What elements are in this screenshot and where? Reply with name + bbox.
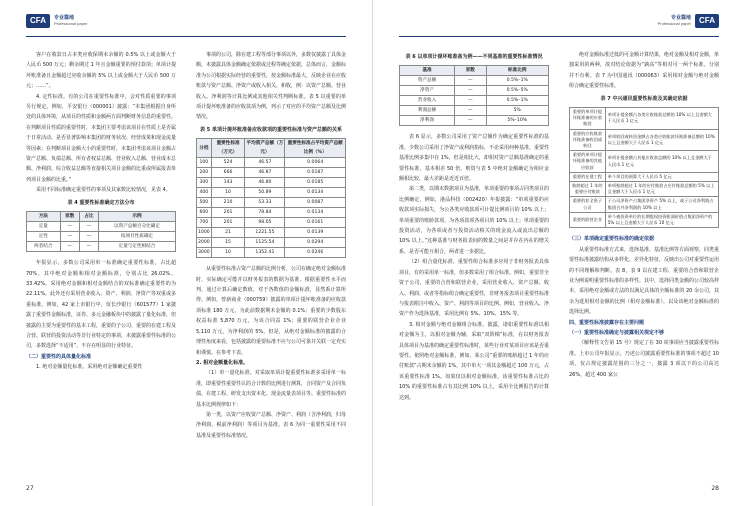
table-row [570, 129, 719, 151]
table-row [197, 248, 346, 258]
table-cell: 700 [197, 218, 212, 228]
table-row [400, 96, 549, 106]
paragraph: 表 6 显示，多数公司采用了资产总额作为确定重要性标准的基准，少数公司采用了净资产或利润指标，不论采用何种基准，重要性基准比例多集中在 1%，但是相比大，却相对资产总额基准确定的重要性标准，基本相差 50 倍，则资与表 5 中绝对金额确定为相应金额相比较，最大差距是近近百倍。 [399, 134, 549, 183]
table-7-caption: 表 7 中兴通讯重要性标准及其确定依据 [600, 95, 688, 102]
page-number-right: 28 [711, 485, 719, 492]
header-title-en: Professional paper [54, 21, 88, 26]
table-cell: — [455, 96, 486, 106]
table-row [570, 212, 719, 227]
table-row [570, 151, 719, 173]
paragraph: （1）单一量化标准。对采取单项计提重要性标准多采用单一标准，即重要性重要性认的合计数的比例进行测算，合同资产及合同负债、在建工程、研发支出资本化、现金流量表项目等。重要性标准的基本比例规律如下： [196, 370, 346, 408]
table-header: 家数 [455, 66, 486, 76]
table-cell: 2000 [197, 238, 212, 248]
table-header: 分档 [197, 139, 212, 158]
table-cell: 201 [211, 208, 245, 218]
table-cell: 300 [197, 178, 212, 188]
paragraph: 第二类，以期末数据项目为基准，单项重要的事项占同类项目的比例确定，例如，港品科技（002420）年报披露：“单项重要的应收款项实际损失，为公各类应收款项可计提比例项目的 10% 以上；单项重要的账龄款项，为各项款项各项目的 10% 以上；单项重要的投资活动，为各项或者与投资活动相关的现金流入或流出总额的 10% 以上。”这种基准与财务报表间的数量之间是并存在内在的增关系，是否可能互相合，两者进一步据比。 [399, 186, 549, 255]
table-cell: 重要的单项计提坏账准备的应收账款 [570, 108, 606, 130]
table-cell: 定量与定性相结合 [99, 242, 176, 252]
table-cell: 重要的单项计提坏账准备的其他应收款 [570, 151, 606, 173]
table-5 [196, 138, 346, 258]
table-row [570, 108, 719, 130]
table-row [400, 116, 549, 126]
section-heading: （二）重要性的具体量化标准 [26, 353, 92, 360]
table-cell: 46.80 [245, 178, 285, 188]
table-cell: 0.0134 [285, 208, 346, 218]
paragraph: （2）组合量化标准。重要性组合标准多应用于非财务报表具体项目，有的采用单一标准，但多数采用了组合标准。例如，重要非全资子公司，重要的合营和联营企业，采用营业收入、资产总额、收入、利润、或者等指标组合确定重要性，非财务报表项目重要性标准与报表附注中收入、资产、利润等项目的比例。例如，营业收入、净资产作为选择基准，采用比例有 5%、10%、15% 等。 [399, 259, 549, 318]
table-cell: — [60, 242, 79, 252]
table-cell: 143 [211, 178, 245, 188]
table-7 [569, 107, 719, 228]
cfa-logo: CFA [26, 14, 50, 28]
left-column-2 [196, 50, 346, 480]
table-cell: 1000 [197, 228, 212, 238]
table-cell: 两者结合 [27, 242, 61, 252]
table-cell: 524 [211, 158, 245, 168]
paragraph: 第一类，以资产应收资产总额、净资产、利润（含净利润，归母净利润、税前净利润）等项目为基准。表 6 为同一重要性采用不同基准及重要性标准情况。 [196, 411, 346, 439]
paragraph: 采用不同标准确定重要性的事项及其家数比较情况，见表 4。 [36, 187, 171, 194]
table-cell: 0.5%–1% [486, 96, 549, 106]
table-cell: 以资产总额百分比确定 [99, 222, 176, 232]
table-header: 方法 [27, 212, 61, 222]
table-cell: 单项计提金额占其他应收款总额的 10% 以上且金额大于人民币 1 亿元 [605, 151, 718, 173]
table-cell: 定性 [27, 232, 61, 242]
section-heading: （一）重要性标准确定与披露相关规定不够 [569, 329, 665, 336]
table-cell: 3000 [197, 248, 212, 258]
paragraph: 从重要性标准方式来，选择基准、基准比例等方面观察，同类重要性标准披露结构从多样化，差异化特征，反映出公司对重要性运用的不同理解和判断。表 8，表 9 以在建工程、重要的合营和联营企业为例说明重要性标准的多样性。其中，选择同类金额的公司较高样本，采用绝对金额或方法的以满足具体的全额标准的 20 余公司，其余为选用相对金额的比例（相对金额标准），以及该绝对金额标准的选择比例。 [569, 246, 719, 316]
table-cell: 0.0087 [285, 198, 346, 208]
right-column-1 [399, 50, 549, 480]
table-row [197, 168, 346, 178]
table-row [197, 228, 346, 238]
table-cell: 重要的应收账款坏账准备收回或转回 [570, 129, 606, 151]
table-cell: 重要的联营企业 [570, 212, 606, 227]
table-cell: 46.57 [245, 158, 285, 168]
table-cell: 53.33 [245, 198, 285, 208]
table-row [27, 232, 176, 242]
table-row [27, 242, 176, 252]
table-cell: 1221.55 [245, 228, 285, 238]
table-cell: 重要的在建工程 [570, 172, 606, 181]
paragraph: 《解释性文告第 15 号》规定了在 30 项事项应当披露重要性标准。上市公司年报显示，乃述公司披露重要性标准的事项不超过 10 项，仅占规定披露范围的三分之一，披露 3 项以下的公司高达 26%，超过 400 家公 [569, 340, 719, 378]
table-cell: 重要的非全资子公司 [570, 197, 606, 212]
paragraph: 年报显示，多数公司采用单一标准确定重要性标准，占比超 70%，其中绝对金额和相对金额标准，分别占比 26.02%、33.42%。采用绝对金额和相对金额结合的双标准确定重要性的为 22.11%。此外还有采用营业收入、资产、利润、净资产等双重或多重标准。例如，42 家上市银行中，仅长沙银行（601577）1 家披露了重要性金额标准，证券、多元金融板块中的披露了量化标准，但披露的主要为重要性的基本工程，重要的子公司、重要的在建工程及合营、联营的投资活动等非行业特定的事项，未披露重要性标准的公司，多数选择“不适用”，不存在明显的行业特征。 [26, 260, 176, 350]
table-6 [399, 65, 549, 126]
table-header: 占比 [79, 212, 98, 222]
table-cell: 子公司净资产占集团净资产 5% 以上，或子公司净利润占集团合并净利润的 10% 以上 [605, 197, 718, 212]
table-cell: 666 [211, 168, 245, 178]
table-cell: 0.0246 [285, 248, 346, 258]
table-cell: 0.5%–1% [486, 76, 549, 86]
table-row [400, 106, 549, 116]
table-cell: 单个被投资单位的长期股权投资账面价值占集团净资产的 5% 以上且金额大于人民币 10 亿元 [605, 212, 718, 227]
right-column-2 [569, 50, 719, 480]
table-cell: — [455, 106, 486, 116]
table-cell: 46.87 [245, 168, 285, 178]
left-page-header [26, 14, 346, 32]
table-row [570, 197, 719, 212]
table-cell: 资产总额 [400, 76, 455, 86]
paragraph: 客户在收款日占本类应收保期末余额的 0.5% 以上或金额大于人民币 500 万元；剩余期过 1 年且金额重要的预付款项；单项计提坏账准备且金额超过应收余额的 5% 以上或金额大于人民币 500 万元；……”。 [26, 52, 176, 90]
table-cell: 78.84 [245, 208, 285, 218]
table-cell: 1352.41 [245, 248, 285, 258]
table-cell: 5% [486, 106, 549, 116]
section-heading: （三）单项确定重要性标准的确定依据 [569, 236, 655, 243]
table-cell: 5%–10% [486, 116, 549, 126]
table-cell: — [60, 232, 79, 242]
table-header: 平均资产总额（万元） [245, 139, 285, 158]
table-row [197, 198, 346, 208]
table-cell: 0.5%–5% [486, 86, 549, 96]
table-cell: 100 [197, 158, 212, 168]
table-cell: — [455, 76, 486, 86]
table-row [570, 182, 719, 197]
table-cell: 单个项目的预算大于人民币 5 亿元 [605, 172, 718, 181]
table-cell: 账龄超过 1 年的重要应付账款 [570, 182, 606, 197]
table-cell: 10 [211, 188, 245, 198]
table-cell: 营业收入 [400, 96, 455, 106]
table-cell: 0.0294 [285, 238, 346, 248]
right-page-header [399, 14, 719, 32]
table-row [27, 222, 176, 232]
table-cell: 净利润 [400, 116, 455, 126]
table-cell: 1125.54 [245, 238, 285, 248]
table-cell: — [79, 232, 98, 242]
left-page [0, 0, 372, 506]
header-rule [399, 36, 719, 37]
table-row [197, 188, 346, 198]
table-header: 标准比例 [486, 66, 549, 76]
paragraph: 1. 绝对金额量化标准。采用绝对金额确定重要性 [36, 364, 143, 371]
table-cell: — [455, 86, 486, 96]
table-cell: 600 [197, 208, 212, 218]
header-rule [26, 36, 346, 37]
table-row [400, 86, 549, 96]
table-cell: — [79, 242, 98, 252]
header-title-cn: 专业篇地 [670, 15, 691, 21]
paragraph: 4. 定性标准。有的公司在重要性标准中，会对性质重要的事项另行规定。例如，平安银行（000001）披露：“本集团根据自身所处的具体环境，从项目的性质和金额两方面判断财务信息的重要性。在判断项目性质的重要性时，本集团主要考虑该项目在性质上是否属于日常活动、是否显著影响本集团的财务状况、经营成果和现金流量等因素；在判断项目金额大小的重要性时，本集团考虑该项目金额占资产总额、负债总额、所有者权益总额、营业收入总额、营业成本总额、净利润、综合收益总额等直接相关项目金额的比重或所属报表单列项目金额的比重。” [26, 93, 176, 183]
table-5-caption: 表 5 单项计提坏账准备应收款项的重要性标准与资产总额的关系 [200, 126, 342, 133]
right-page [373, 0, 745, 506]
table-4 [26, 211, 176, 252]
table-cell: 10 [211, 248, 245, 258]
paragraph: 绝对金额标准过低的可金额计算结果，绝对金额及相对金额，单独采用的两种，故对结论依据为“孰高”等相对可一两个标准。分别并不有利。表 7 为中国通讯（000063）采用相对金额与绝对金额组合确定重要性标准。 [569, 52, 719, 90]
table-cell: 400 [197, 188, 212, 198]
table-cell: 0.0139 [285, 228, 346, 238]
table-row [197, 208, 346, 218]
table-row [197, 178, 346, 188]
table-row [197, 158, 346, 168]
table-cell: 单项计提金额占各类应收账款总额的 10% 以上且金额大于人民币 1 亿元 [605, 108, 718, 130]
table-cell: 15 [211, 238, 245, 248]
table-cell: 利润总额 [400, 106, 455, 116]
table-cell: — [79, 222, 98, 232]
table-cell: 98.05 [245, 218, 285, 228]
header-title-cn: 专业篇地 [54, 15, 75, 21]
header-title-en: Professional paper [657, 21, 691, 26]
table-row [197, 238, 346, 248]
table-cell: 净资产 [400, 86, 455, 96]
section-heading: 四、重要性标准披露存在主要问题 [569, 319, 645, 326]
table-6-caption: 表 6 以单项计提坏账准备为例——不同基准的重要性标准情况 [405, 54, 543, 60]
table-header: 重要性标准（万元） [211, 139, 245, 158]
page-number-left: 27 [26, 485, 34, 492]
left-column-1 [26, 50, 176, 480]
paragraph: 从重要性标准占资产总额的比例分析，公司在确定绝对金额标准时，实际确定可能并以财务报表的数据为基准。根据重要性水平而判，通过计算后确定数值，对于各数值的金额标准，显然系计算所得。例如，曾新商业（000759）披露的单项计提坏账准备的应收款项标准 180 万元，为此前数据期末金额的 0.1%；重要的少数股东权益标准 5,870 万元，为该合同益 1%；重要的联营企业企业 5,110 万元，为净利润的 5%。但是，从绝对金额标准的披露的合理性角度来看，包括披露的重要标准不应与公司可靠并关联一定充实和谨慎。在参考下表。 [196, 266, 346, 356]
table-cell: — [60, 222, 79, 232]
table-cell: 201 [211, 218, 245, 228]
table-cell: 单项账龄超过 1 年的应付账款占应付账款总额的 5% 以上且金额大于人民币 1 亿元 [605, 182, 718, 197]
section-heading: 2. 相对金额量化标准。 [196, 359, 249, 366]
table-cell: 500 [197, 198, 212, 208]
table-cell: 按项目性质确定 [99, 232, 176, 242]
table-cell: 0.0185 [285, 178, 346, 188]
table-cell: 210 [211, 198, 245, 208]
table-cell: 50.89 [245, 188, 285, 198]
table-row [400, 76, 549, 86]
table-cell: 21 [211, 228, 245, 238]
table-row [197, 218, 346, 228]
table-cell: 单项收回或转回金额占各类应收账款坏账准备总额的 10% 以上且金额大于人民币 1 亿元 [605, 129, 718, 151]
table-row [570, 172, 719, 181]
table-cell: 0.0134 [285, 188, 346, 198]
table-cell: 0.0187 [285, 168, 346, 178]
table-header: 重要性标准占平均资产总额比例（%） [285, 139, 346, 158]
table-cell: — [455, 116, 486, 126]
table-header: 家数 [60, 212, 79, 222]
cfa-logo: CFA [695, 14, 719, 28]
table-header: 基准 [400, 66, 455, 76]
table-cell: 定量 [27, 222, 61, 232]
paragraph: 3. 相对金额与绝对金额组合标准。披露，诸如重要性标准以相对金额为主，以相对金额为辅，采取“双阶梯”标准，在以财务报表具体项目为基准的确定重要性标准时，某些行业对某项目应该是否重要性。依照绝对金额标准，例如，某公司“重要的账龄超过 1 年的应付账款”占期末余额的 1%，其中单大一项其金额超过 100 万元，占该重要性标准 1%。如果仅以相对金额标准，该重要性标准占比的 10% 的重要性标准占有其比例 10% 以上，采用全比例报告的计算达到。 [399, 321, 549, 401]
table-cell: 0.0064 [285, 158, 346, 168]
table-4-caption: 表 4 重要性标准确定方法分布 [67, 199, 135, 206]
table-cell: 200 [197, 168, 212, 178]
table-header: 示例 [99, 212, 176, 222]
table-cell: 0.0161 [285, 218, 346, 228]
paragraph: 事项的公司，除在建工程等部分事项以外，多数仅披露了具体金额，未披露具体金额确定依据或过程等确定依据，总体而言，金额标准为公司根据实际经营的重要性，按金额标准最大，反映企业在应收账款与资产总额、净资产或收入相关，和收，例：以资产总额、营业收入、净利润等计算比例或其他相关性判断标准。表 5 以重要的单项计提坏账准备的应收款项为例，列示了对应的平均资产总额及比例情况。 [196, 52, 346, 121]
